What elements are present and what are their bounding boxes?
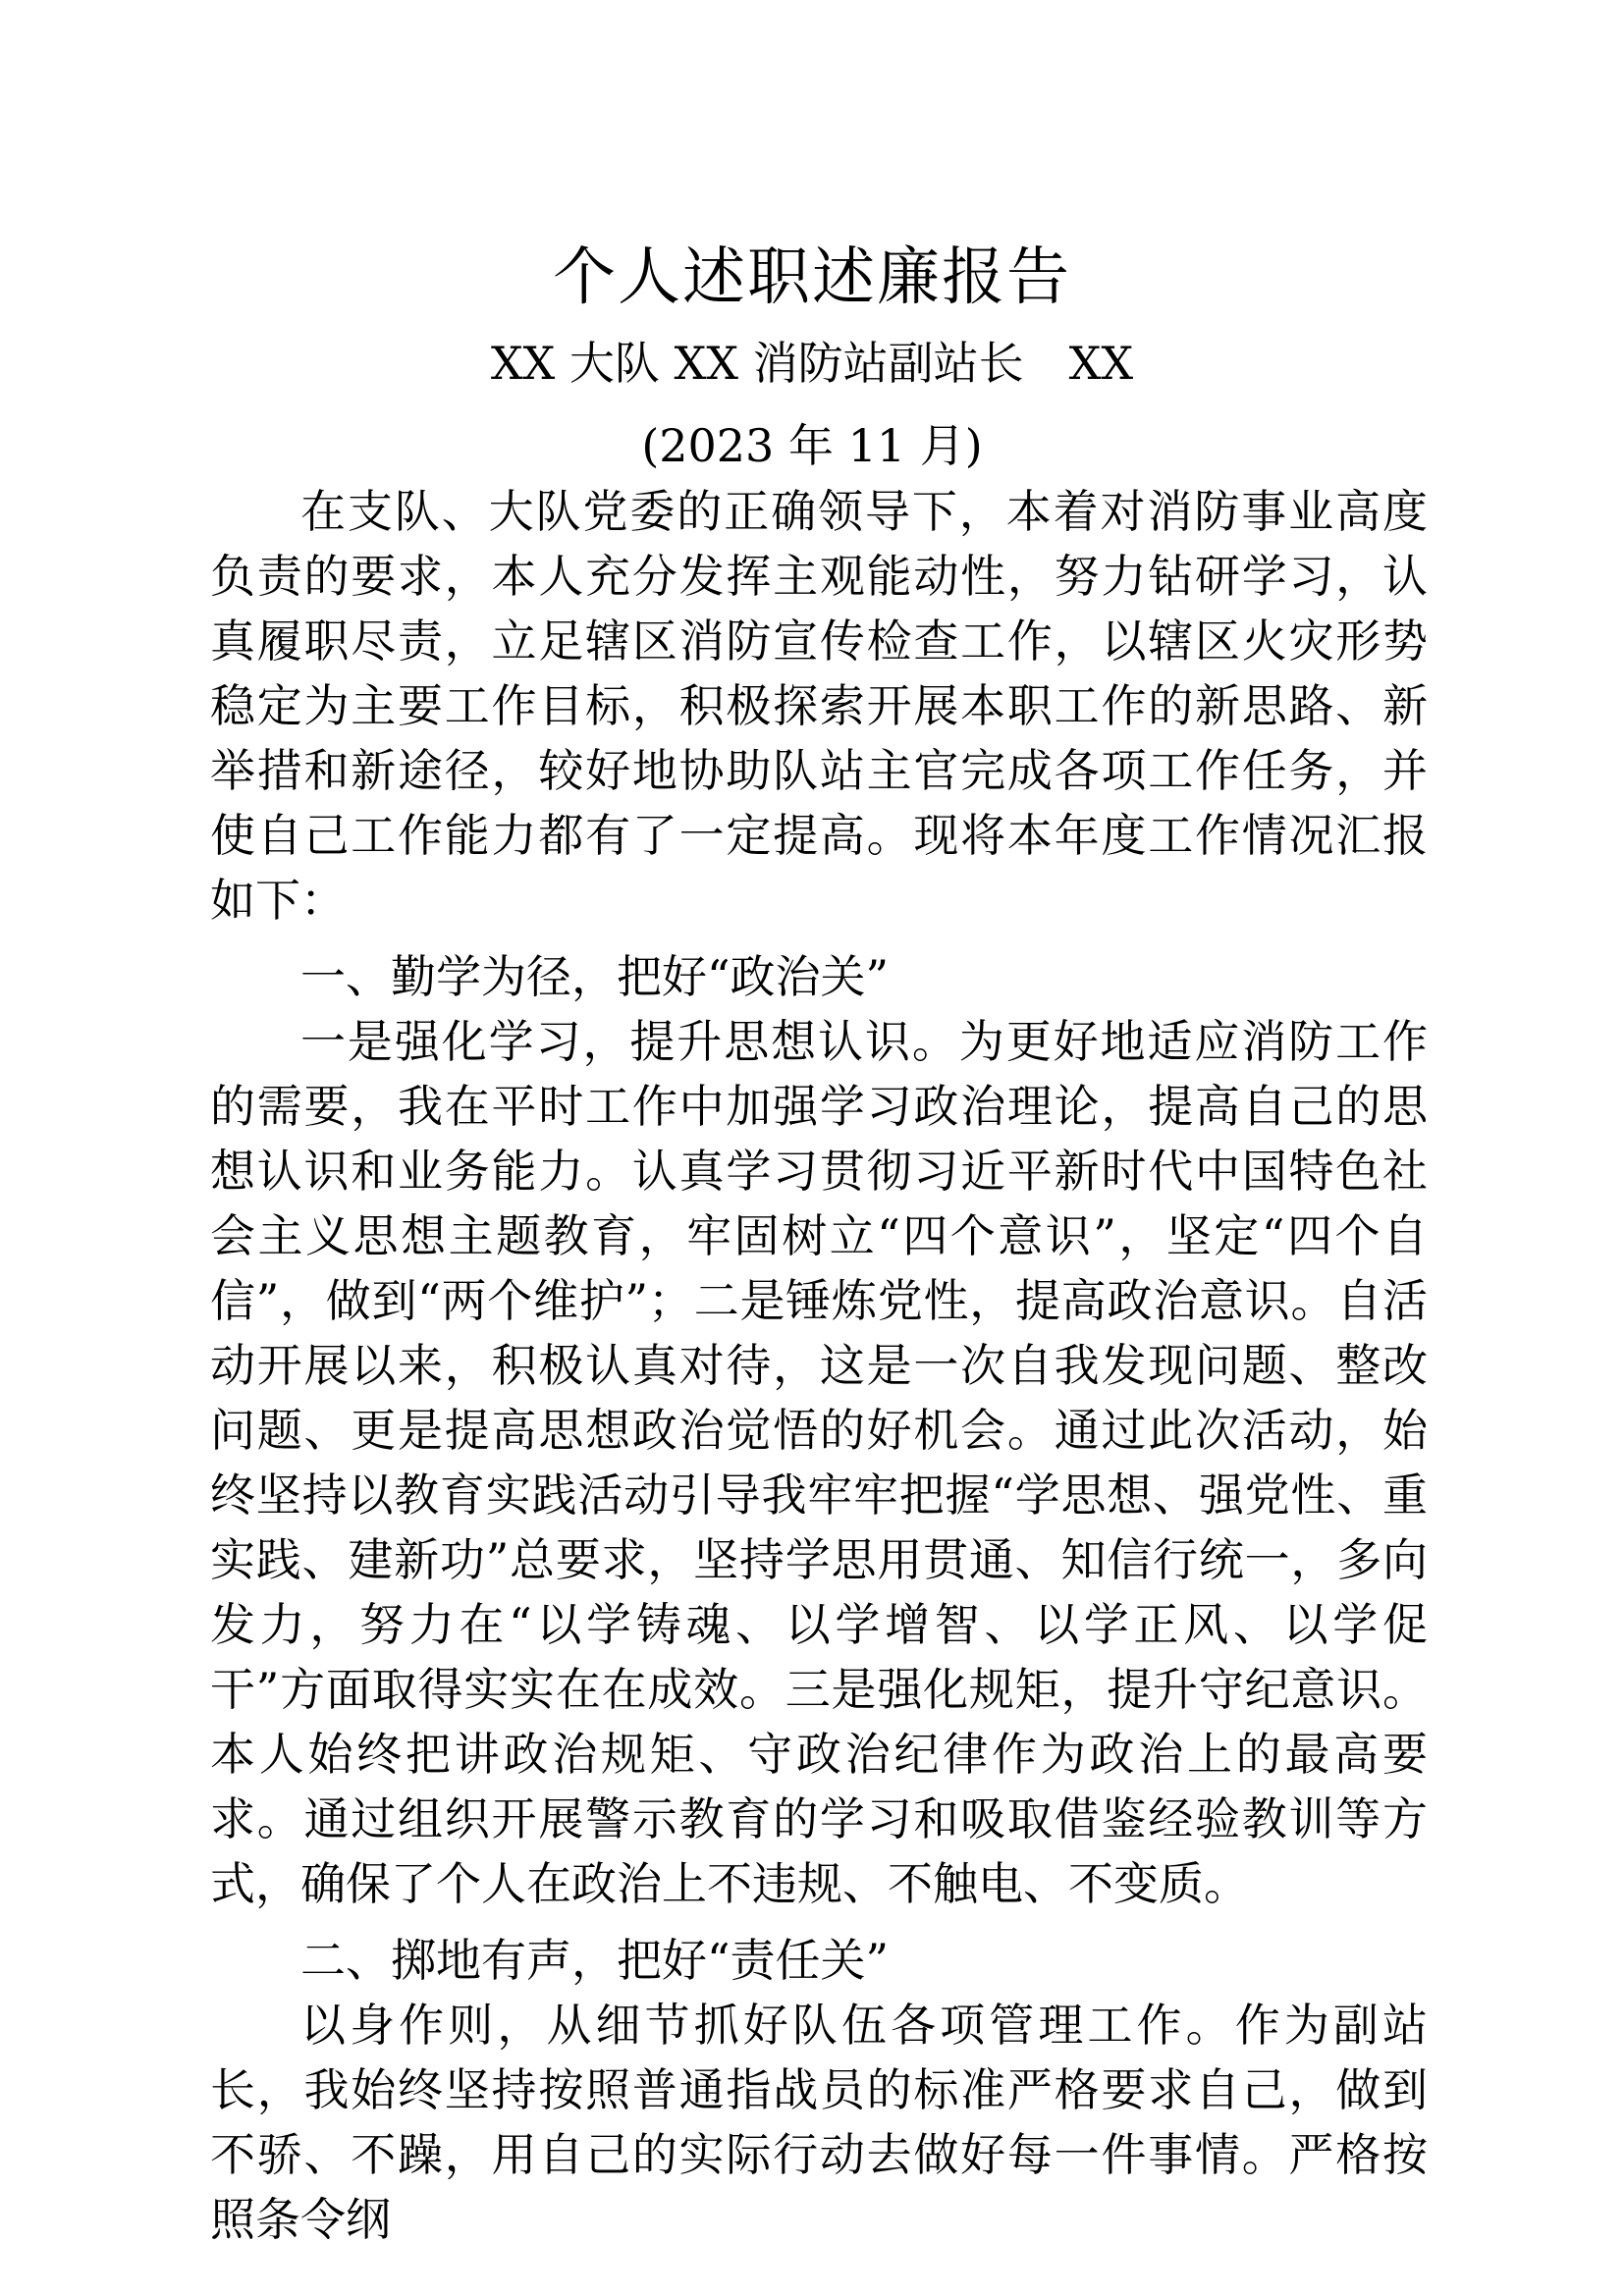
- document-title: 个人述职述廉报告: [553, 241, 1071, 314]
- document-body: [210, 479, 1428, 2252]
- date-line: (2023 年 11 月): [641, 419, 983, 472]
- section-heading-1: 一、勤学为径，把好“政治关”: [300, 950, 890, 1003]
- paragraph-intro: 在支队、大队党委的正确领导下，本着对消防事业高度负责的要求，本人充分发挥主观能动性，努力钻研学习，认真履职尽责，立足辖区消防宣传检查工作，以辖区火灾形势稳定为主要工作目标，积极探索开展本职工作的新思路、新举措和新途径，较好地协助队站主官完成各项工作任务，并使自己工作能力都有了一定提高。现将本年度工作情况汇报如下：: [210, 485, 1428, 927]
- paragraph-section-2: 以身作则，从细节抓好队伍各项管理工作。作为副站长，我始终坚持按照普通指战员的标准严格要求自己，做到不骄、不躁，用自己的实际行动去做好每一件事情。严格按照条令纲: [210, 1999, 1428, 2246]
- author-line: XX 大队 XX 消防站副站长 XX: [490, 337, 1134, 390]
- section-heading-2: 二、掷地有声，把好“责任关”: [300, 1934, 890, 1987]
- paragraph-section-1: 一是强化学习，提升思想认识。为更好地适应消防工作的需要，我在平时工作中加强学习政治理论，提高自己的思想认识和业务能力。认真学习贯彻习近平新时代中国特色社会主义思想主题教育，牢固树立“四个意识”，坚定“四个自信”，做到“两个维护”；二是锤炼党性，提高政治意识。自活动开展以来，积极认真对待，这是一次自我发现问题、整改问题、更是提高思想政治觉悟的好机会。通过此次活动，始终坚持以教育实践活动引导我牢牢把握“学思想、强党性、重实践、建新功”总要求，坚持学思用贯通、知信行统一，多向发力，努力在“以学铸魂、以学增智、以学正风、以学促干”方面取得实实在在成效。三是强化规矩，提升守纪意识。本人始终把讲政治规矩、守政治纪律作为政治上的最高要求。通过组织开展警示教育的学习和吸取借鉴经验教训等方式，确保了个人在政治上不违规、不触电、不变质。: [210, 1015, 1428, 1910]
